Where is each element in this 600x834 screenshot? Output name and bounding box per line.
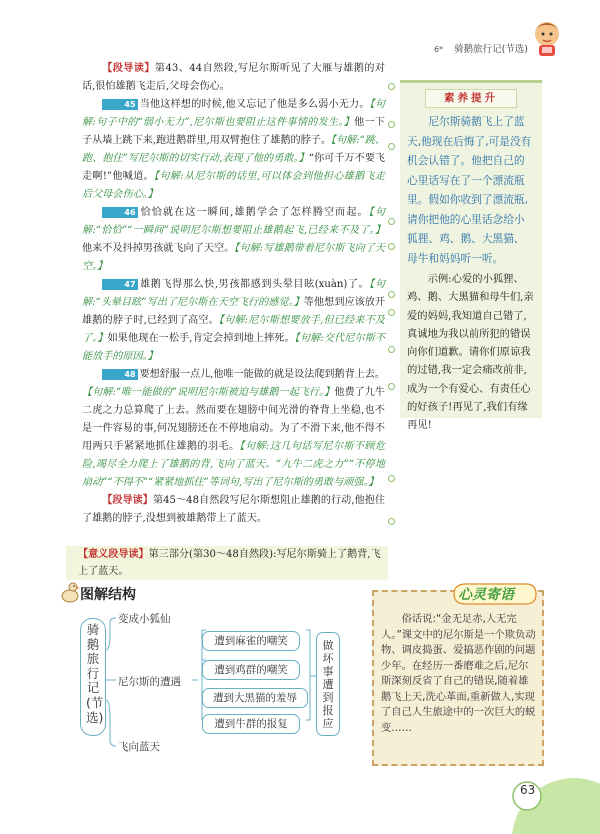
main-text	[82, 60, 385, 528]
branch-3: 飞向蓝天	[118, 741, 160, 753]
event-2: 遭到鸡群的嘲笑	[214, 664, 288, 676]
summary-text: 第三部分(第30～48自然段):写尼尔斯骑上了鹅背,飞上了蓝天。	[78, 549, 381, 577]
paragraph-number-badge: 45	[102, 99, 137, 110]
body-text: 恰恰就在这一瞬间,雄鹅学会了怎样腾空而起。	[139, 207, 369, 218]
sentence-gloss: 【句解:这几句话写尼尔斯不顾危险,竭尽全力爬上了雄鹅的背,飞向了蓝天。“九牛二虎之力”“不停地扇动”“不得不”“紧紧地抓住”等词句,写出了尼尔斯的勇敢与顽强。】	[82, 441, 385, 488]
boy-mascot-icon	[530, 14, 564, 58]
paragraph-1	[82, 96, 385, 204]
page-corner-decoration	[494, 760, 600, 834]
summary-tag: 【意义段导读】	[78, 549, 149, 560]
literacy-prompt: 尼尔斯骑鹅飞上了蓝天,他现在后悔了,可是没有机会认错了。他把自己的心里话写在了一个漂流瓶里。假如你收到了漂流瓶,请你把他的心里话念给小狐狸、鸡、鹅、大黑猫、母牛和妈妈听一听。	[407, 115, 532, 265]
sentence-gloss: 【句解:从尼尔斯的话里,可以体会到他担心雄鹅飞走后父母会伤心。】	[82, 171, 386, 200]
paragraph-2	[82, 204, 385, 276]
body-text: 他来不及抖掉男孩就飞向了天空。	[82, 243, 235, 254]
structure-result: 做坏事遭到报应	[322, 639, 334, 730]
body-text: 他费了九牛二虎之力总算爬了上去。然而要在翅膀中间光滑的脊背上坐稳,也不是一件容易的事,何况翅膀还在不停地扇动。为了不滑下来,他不得不用两只手紧紧地抓住雄鹅的羽毛。	[82, 387, 386, 452]
sentence-gloss: 【句解:“唯一能做的”说明尼尔斯被迫与雄鹅一起飞行。】	[82, 387, 335, 398]
page-number: 63	[520, 783, 536, 797]
paragraph-number-badge: 48	[102, 369, 137, 380]
heart-notes-title: 心灵寄语	[458, 587, 514, 603]
structure-root-box	[80, 618, 106, 736]
branch-1: 变成小狐仙	[118, 613, 171, 625]
goose-icon	[60, 580, 80, 604]
event-4: 遭到牛群的报复	[214, 718, 288, 730]
event-box-4	[202, 714, 300, 734]
paragraph-number-badge: 47	[102, 279, 137, 290]
lesson-number: 6*	[433, 45, 444, 54]
heart-notes-text: 俗话说:“金无足赤,人无完人。”课文中的尼尔斯是一个欺负动物、调皮捣蛋、爱搞恶作剧的问题少年。在经历一番磨难之后,尼尔斯深刻反省了自己的错误,随着雄鹅飞上天,洗心革面,重新做人,实现了自己人生旅途中的一次巨大的蜕变……	[381, 613, 536, 734]
section-guide-tag: 【段导读】	[102, 63, 155, 74]
literacy-sample: 示例:心爱的小狐狸、鸡、鹅、大黑猫和母牛们,亲爱的妈妈,我知道自己错了,真诚地为我以前所犯的错误向你们道歉。请你们原谅我的过错,我一定会痛改前非,成为一个有爱心、有责任心的好孩子!再见了,我们有缘再见!	[407, 273, 534, 432]
paragraph-number-badge: 46	[102, 207, 137, 218]
structure-root: 骑鹅旅行记(节选)	[86, 622, 104, 725]
branch-2: 尼尔斯的遭遇	[118, 676, 181, 688]
literacy-boost-box	[400, 80, 542, 432]
event-3: 遭到大黑猫的羞辱	[213, 692, 297, 704]
sentence-gloss: 【句解:句子中的“弱小无力”,尼尔斯也要阻止这件事情的发生。】	[82, 99, 385, 128]
body-text: 雄鹅飞得那么快,男孩都感到头晕目眩(xuàn)了。	[139, 279, 370, 290]
section-summary	[66, 546, 388, 580]
body-text: 第43、44自然段,写尼尔斯听见了大雁与雄鹅的对话,很怕雄鹅飞走后,父母会伤心。	[82, 63, 385, 92]
sentence-gloss: 【句解:“恰恰”“一瞬间”说明尼尔斯想要阻止雄鹅起飞,已经来不及了。】	[82, 207, 386, 236]
paragraph-0	[82, 60, 385, 96]
body-text: 等他想到应该放开雄鹅的脖子时,已经到了高空。	[82, 297, 386, 326]
structure-title: 图解结构	[80, 587, 136, 603]
event-box-2	[202, 660, 300, 680]
body-text: 当他这样想的时候,他又忘记了他是多么弱小无力。	[139, 99, 370, 110]
sentence-gloss: 【句解:“头晕目眩”写出了尼尔斯在天空飞行的感觉。】	[82, 279, 386, 308]
section-guide-tag: 【段导读】	[102, 495, 153, 506]
paragraph-4	[82, 366, 385, 492]
event-box-1	[202, 631, 300, 651]
literacy-boost-title: 素养提升	[425, 89, 517, 108]
result-box	[316, 632, 340, 736]
sentence-gloss: 【句解:写雄鹅带着尼尔斯飞向了天空。】	[82, 243, 385, 272]
sentence-gloss: 【句解:交代尼尔斯不能放手的原因。】	[82, 333, 385, 362]
paragraph-5	[82, 492, 385, 528]
event-box-3	[202, 688, 308, 708]
sentence-gloss: 【句解:尼尔斯想要放手,但已经来不及了。】	[82, 315, 385, 344]
lesson-header	[434, 41, 528, 55]
lesson-title: 骑鹅旅行记(节选)	[454, 44, 528, 55]
body-text: 第45～48自然段写尼尔斯想阻止雄鹅的行动,他抱住了雄鹅的脖子,没想到被雄鹅带上了蓝天。	[82, 495, 385, 524]
body-text: 如果他现在一松手,肯定会掉到地上摔死。	[107, 333, 295, 344]
event-1: 遭到麻雀的嘲笑	[214, 635, 288, 647]
body-text: “你可千万不要飞走啊!”他喊道。	[82, 153, 385, 182]
paragraph-3	[82, 276, 385, 366]
sentence-gloss: 【句解:“跳、跑、抱住”写尼尔斯的切实行动,表现了他的勇敢。】	[82, 135, 386, 164]
body-text: 要想舒服一点儿,他唯一能做的就是设法爬到鹅背上去。	[139, 369, 385, 380]
body-text: 他一下子从墙上跳下来,跑进鹅群里,用双臂抱住了雄鹅的脖子。	[82, 117, 385, 146]
